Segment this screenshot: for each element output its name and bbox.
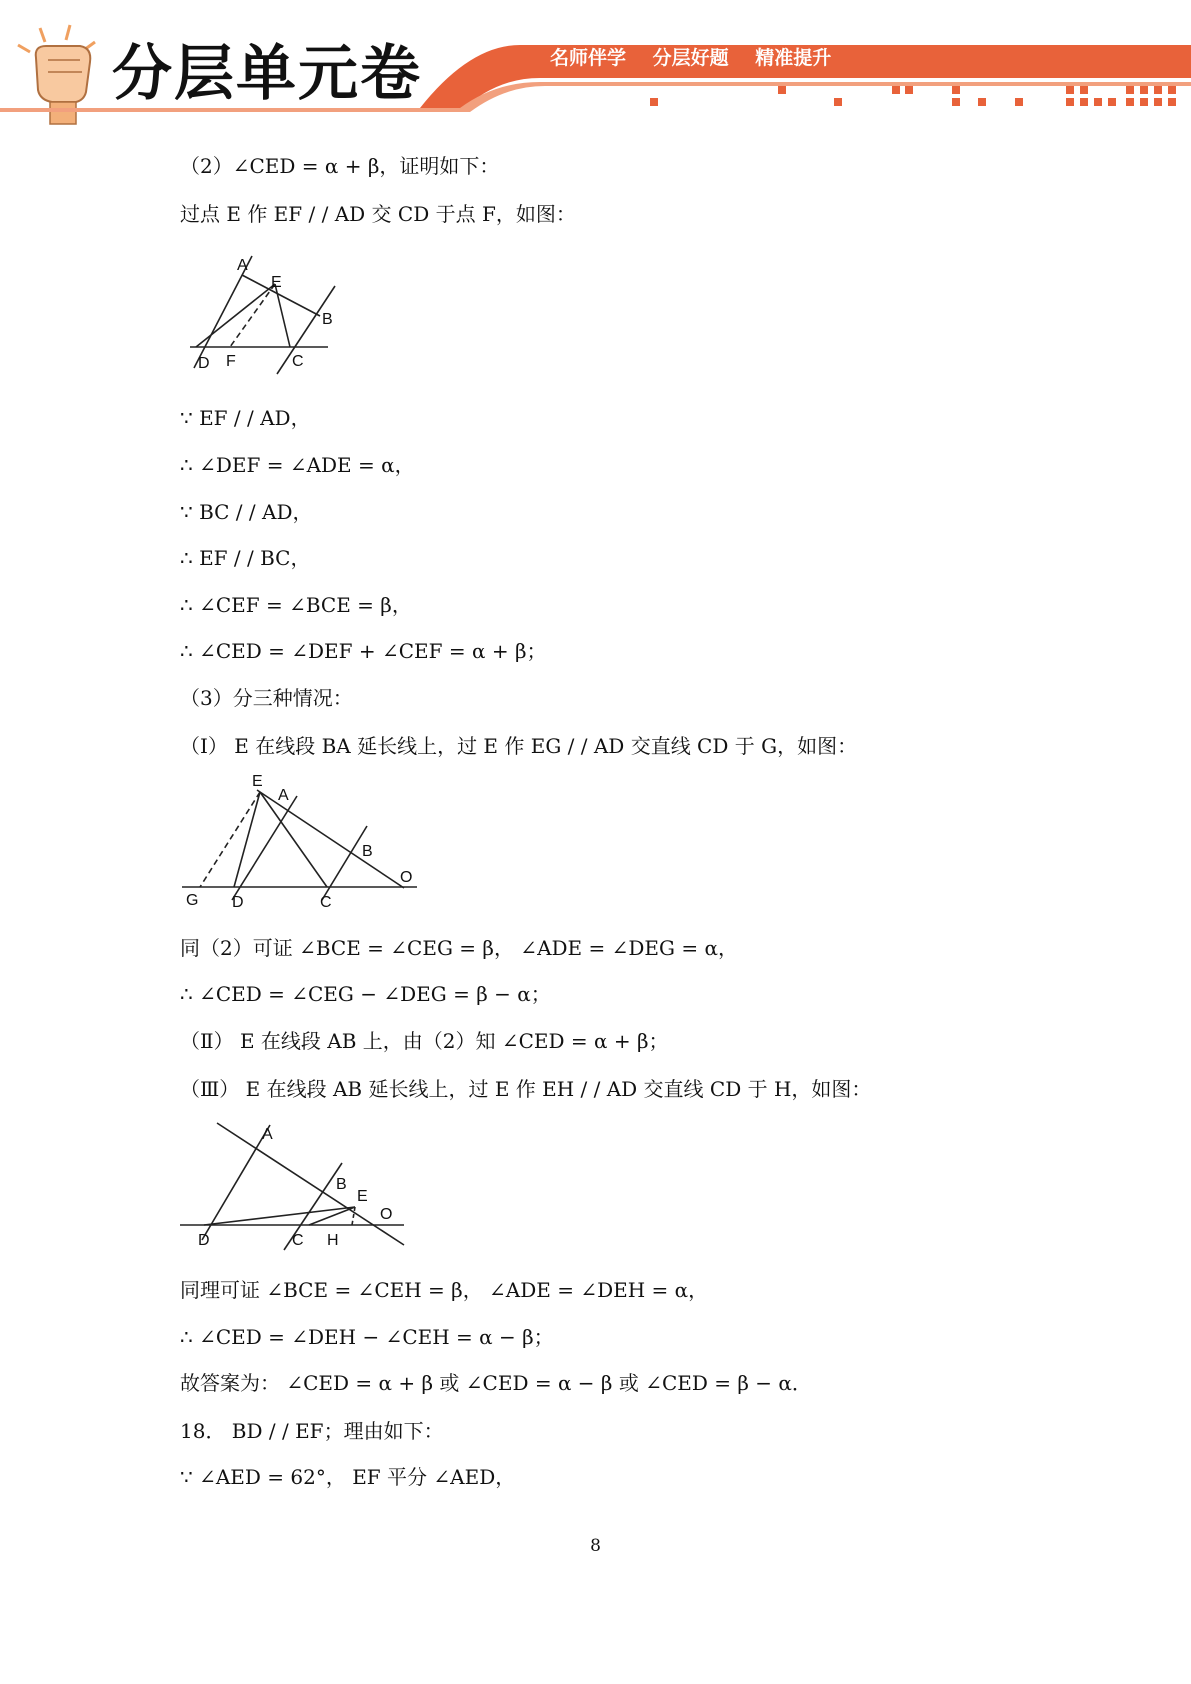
label-H: H [327,1232,339,1249]
decorative-squares [650,86,1176,106]
geometry-figure-2 [172,772,422,912]
text-line: ∴ ∠DEF = ∠ADE = α， [180,453,415,477]
text-line: ∴ ∠CED = ∠DEH − ∠CEH = α − β； [180,1325,554,1349]
label-C: C [292,1232,304,1249]
text-line: 18． BD / / EF；理由如下： [180,1419,444,1443]
text-line: （Ⅰ） E 在线段 BA 延长线上，过 E 作 EG / / AD 交直线 CD 于 G，如图： [180,734,858,758]
text-line: ∵ BC / / AD， [180,500,313,524]
text-line: ∴ ∠CED = ∠CEG − ∠DEG = β − α； [180,982,551,1006]
page-header [0,0,1191,130]
text-line: 故答案为： ∠CED = α + β 或 ∠CED = α − β 或 ∠CED = β − α． [180,1371,812,1395]
text-line: ∴ EF / / BC， [180,546,311,570]
text-line: （Ⅱ） E 在线段 AB 上，由（2）知 ∠CED = α + β； [180,1029,669,1053]
label-F: F [226,353,236,370]
label-C: C [320,894,332,911]
geometry-figure-3 [172,1115,412,1255]
label-B: B [322,311,333,328]
label-G: G [186,892,199,909]
label-E: E [271,274,282,291]
text-line: 同（2）可证 ∠BCE = ∠CEG = β， ∠ADE = ∠DEG = α， [180,936,738,960]
brand-title: 分层单元卷 [112,39,422,109]
text-line: （Ⅲ） E 在线段 AB 延长线上，过 E 作 EH / / AD 交直线 CD 于 H，如图： [180,1077,872,1101]
text-line: 同理可证 ∠BCE = ∠CEH = β， ∠ADE = ∠DEH = α， [180,1278,709,1302]
slogan-1: 名师伴学 [550,47,627,69]
header-slogan [550,43,851,70]
label-D: D [232,894,244,911]
text-line: ∵ ∠AED = 62°， EF 平分 ∠AED， [180,1465,516,1489]
label-A: A [237,257,248,274]
text-line: ∴ ∠CEF = ∠BCE = β， [180,593,412,617]
label-D: D [198,355,210,372]
text-line: （3）分三种情况： [180,686,353,710]
text-line: 过点 E 作 EF / / AD 交 CD 于点 F，如图： [180,202,576,226]
label-A: A [262,1126,273,1143]
slogan-3: 精准提升 [755,47,832,69]
slogan-2: 分层好题 [652,47,729,69]
label-A: A [278,787,289,804]
text-line: （2）∠CED = α + β，证明如下： [180,154,500,178]
text-line: ∵ EF / / AD， [180,406,311,430]
label-D: D [198,1232,210,1249]
label-C: C [292,353,304,370]
label-O: O [380,1206,393,1223]
geometry-figure-1 [180,250,350,378]
label-E: E [252,773,263,790]
label-E: E [357,1188,368,1205]
page-number: 8 [590,1536,601,1556]
label-O: O [400,869,413,886]
label-B: B [336,1176,347,1193]
text-line: ∴ ∠CED = ∠DEF + ∠CEF = α + β； [180,639,547,663]
label-B: B [362,843,373,860]
